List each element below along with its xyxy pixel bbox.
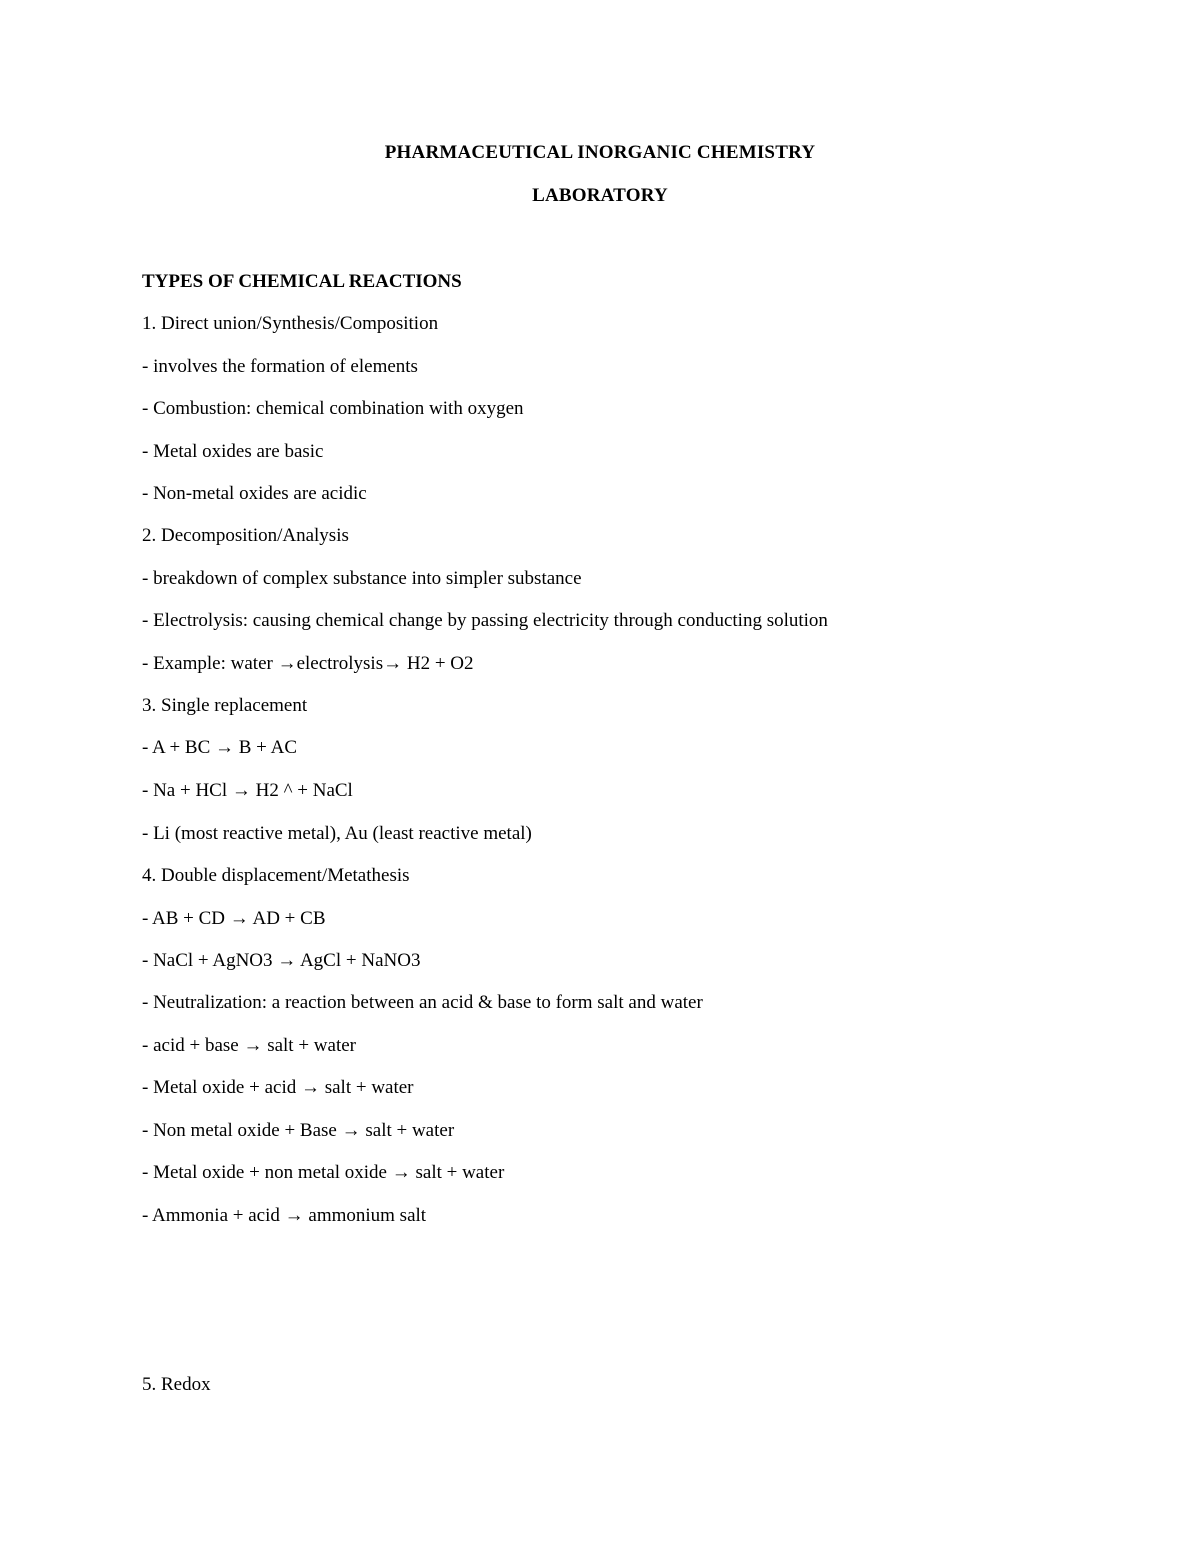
text-line: - acid + base → salt + water (142, 1035, 356, 1056)
text-line: 3. Single replacement (142, 695, 308, 716)
text-line: - Non-metal oxides are acidic (142, 483, 367, 504)
text-line: - Combustion: chemical combination with oxygen (142, 398, 524, 419)
text-line: - A + BC → B + AC (142, 737, 297, 758)
text-line: - breakdown of complex substance into simpler substance (142, 568, 582, 589)
text-line: 5. Redox (142, 1374, 211, 1395)
text-line: - NaCl + AgNO3 → AgCl + NaNO3 (142, 950, 421, 971)
text-line: 4. Double displacement/Metathesis (142, 865, 410, 886)
text-line: - Electrolysis: causing chemical change by passing electricity through conducting solution (142, 610, 828, 631)
text-line: - involves the formation of elements (142, 356, 418, 377)
text-line: - Metal oxides are basic (142, 441, 324, 462)
document-title: PHARMACEUTICAL INORGANIC CHEMISTRY (384, 142, 816, 163)
text-line: - Metal oxide + acid → salt + water (142, 1077, 414, 1098)
text-line: 2. Decomposition/Analysis (142, 525, 349, 546)
section-heading: TYPES OF CHEMICAL REACTIONS (142, 271, 462, 292)
text-line: - Neutralization: a reaction between an acid & base to form salt and water (142, 992, 703, 1013)
text-line: - Ammonia + acid → ammonium salt (142, 1205, 427, 1226)
text-line: 1. Direct union/Synthesis/Composition (142, 313, 439, 334)
document-subtitle: LABORATORY (532, 185, 668, 206)
text-line: - Example: water →electrolysis→ H2 + O2 (142, 653, 474, 674)
text-line: - Li (most reactive metal), Au (least reactive metal) (142, 823, 532, 844)
text-line: - Na + HCl → H2 ^ + NaCl (142, 780, 353, 801)
text-line: - Metal oxide + non metal oxide → salt + water (142, 1162, 505, 1183)
text-line: - AB + CD → AD + CB (142, 908, 326, 929)
text-line: - Non metal oxide + Base → salt + water (142, 1120, 455, 1141)
